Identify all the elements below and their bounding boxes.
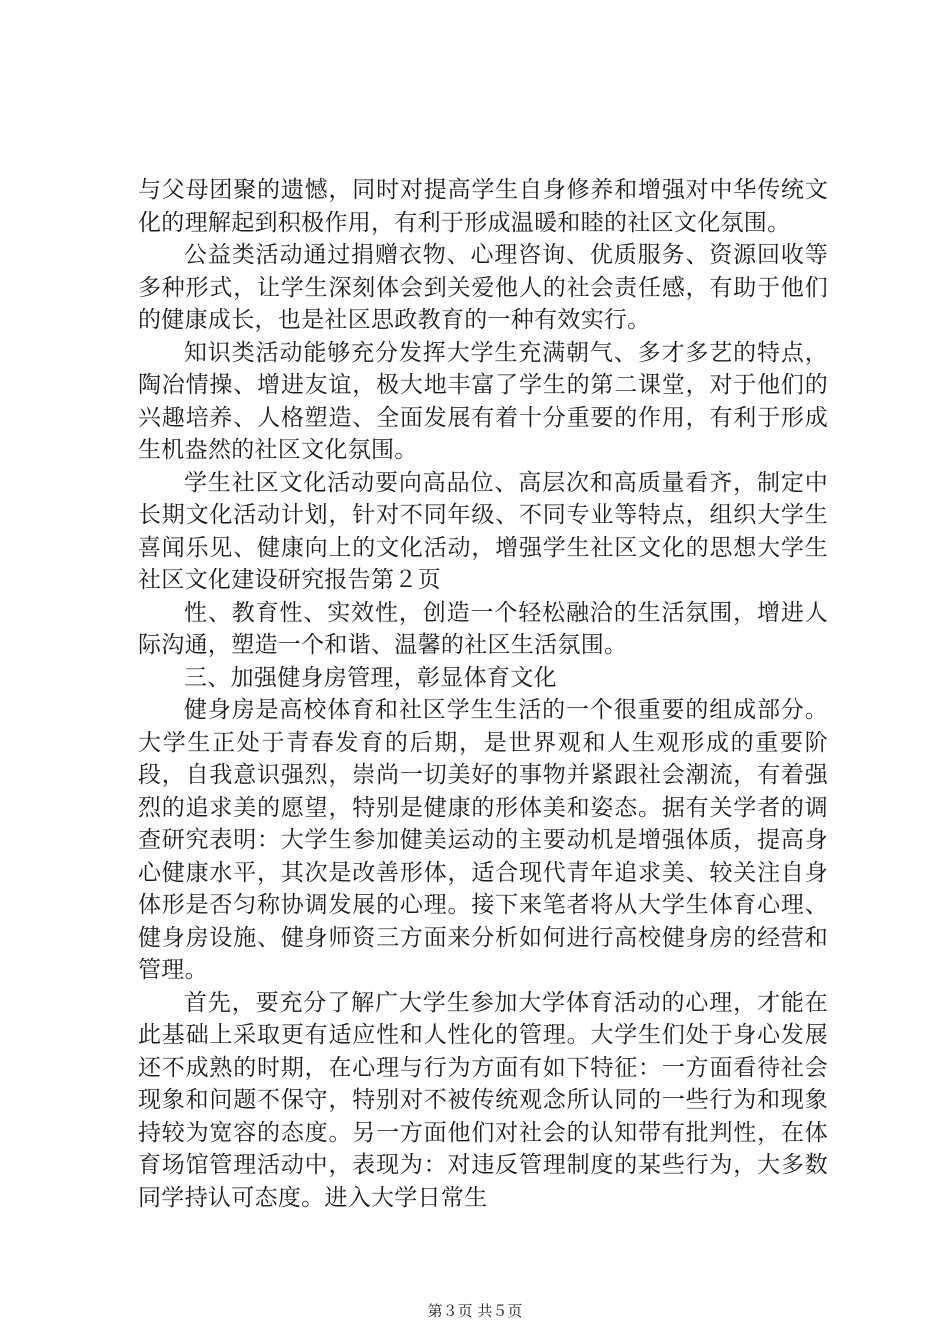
paragraph: 首先，要充分了解广大学生参加大学体育活动的心理，才能在此基础上采取更有适应性和人性化的管理。大学生们处于身心发展还不成熟的时期，在心理与行为方面有如下特征：一方面看待社会现象和问题不保守，特别对不被传统观念所认同的一些行为和现象持较为宽容的态度。另一方面他们对社会的认知带有批判性，在体育场馆管理活动中，表现为：对违反管理制度的某些行为，大多数同学持认可态度。进入大学日常生: [138, 989, 828, 1211]
paragraph: 知识类活动能够充分发挥大学生充满朝气、多才多艺的特点，陶冶情操、增进友谊，极大地丰富了学生的第二课堂，对于他们的兴趣培养、人格塑造、全面发展有着十分重要的作用，有利于形成生机盎然的社区文化氛围。: [138, 339, 828, 463]
paragraph: 学生社区文化活动要向高品位、高层次和高质量看齐，制定中长期文化活动计划，针对不同年级、不同专业等特点，组织大学生喜闻乐见、健康向上的文化活动，增强学生社区文化的思想大学生社区文化建设研究报告第２页: [138, 469, 828, 593]
paragraph: 公益类活动通过捐赠衣物、心理咨询、优质服务、资源回收等多种形式，让学生深刻体会到关爱他人的社会责任感，有助于他们的健康成长，也是社区思政教育的一种有效实行。: [138, 242, 828, 333]
document-body: [138, 174, 828, 1214]
paragraph: 与父母团聚的遗憾，同时对提高学生自身修养和增强对中华传统文化的理解起到积极作用，有利于形成温暖和睦的社区文化氛围。: [138, 177, 828, 236]
paragraph: 性、教育性、实效性，创造一个轻松融洽的生活氛围，增进人际沟通，塑造一个和谐、温馨的社区生活氛围。: [138, 599, 828, 658]
section-heading: 三、加强健身房管理，彰显体育文化: [184, 664, 557, 691]
paragraph: 健身房是高校体育和社区学生生活的一个很重要的组成部分。大学生正处于青春发育的后期，是世界观和人生观形成的重要阶段，自我意识强烈，崇尚一切美好的事物并紧跟社会潮流，有着强烈的追求美的愿望，特别是健康的形体美和姿态。据有关学者的调查研究表明：大学生参加健美运动的主要动机是增强体质，提高身心健康水平，其次是改善形体，适合现代青年追求美、较关注自身体形是否匀称协调发展的心理。接下来笔者将从大学生体育心理、健身房设施、健身师资三方面来分析如何进行高校健身房的经营和管理。: [138, 697, 828, 983]
page-number-footer: 第３页 共５页: [427, 1302, 523, 1320]
